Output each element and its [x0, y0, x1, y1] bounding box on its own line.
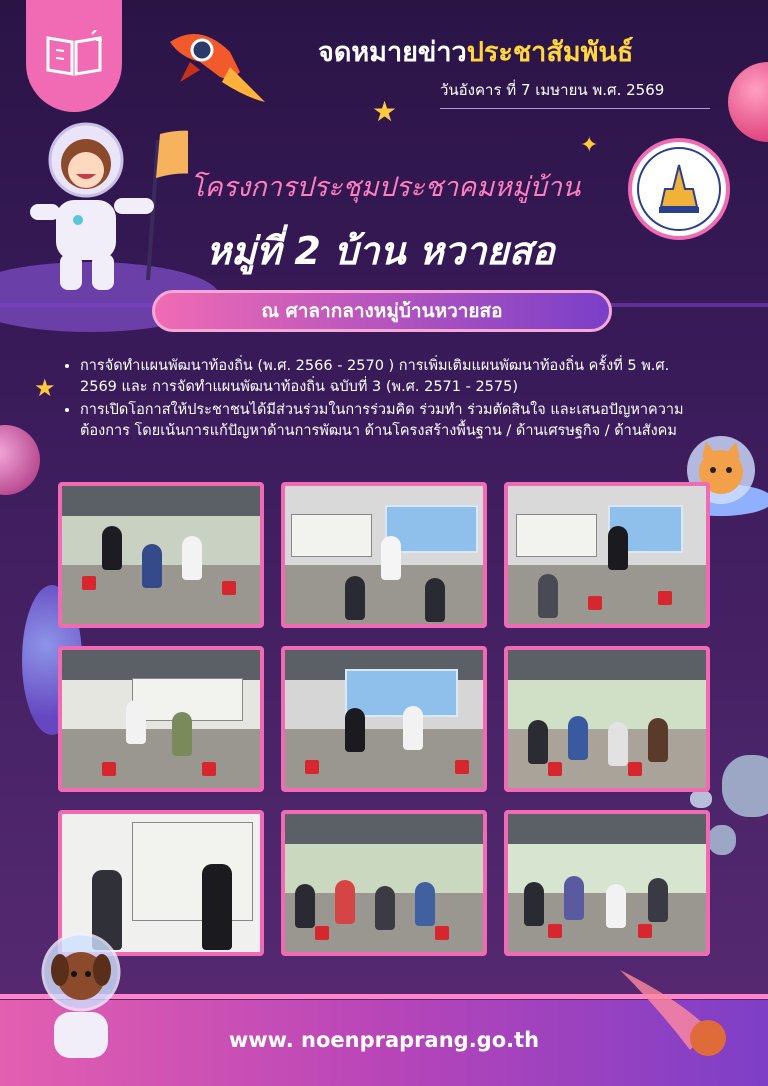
location-banner: ณ ศาลากลางหมู่บ้านหวายสอ	[152, 290, 612, 332]
event-photo	[58, 482, 264, 628]
event-photo	[281, 810, 487, 956]
comet-icon	[620, 970, 740, 1060]
publish-date: วันอังคาร ที่ 7 เมษายน พ.ศ. 2569	[440, 81, 665, 99]
asteroid-decoration	[722, 755, 768, 817]
event-photo	[281, 646, 487, 792]
book-logo	[26, 0, 122, 112]
star-icon: ★	[34, 374, 56, 402]
star-icon: ★	[372, 95, 398, 128]
divider	[440, 108, 710, 109]
planet-decoration	[0, 425, 40, 495]
newsletter-title: จดหมายข่าวประชาสัมพันธ์	[318, 37, 634, 68]
event-photo	[504, 810, 710, 956]
agenda-item: • การเปิดโอกาสให้ประชาชนได้มีส่วนร่วมในการร่วมคิด ร่วมทำ ร่วมตัดสินใจ และเสนอปัญหาความต้องการ โดยเน้นการแก้ปัญหาด้านการพัฒนา ด้านโครงสร้างพื้นฐาน / ด้านเศรษฐกิจ / ด้านสังคม	[80, 400, 710, 442]
event-photo	[281, 482, 487, 628]
agenda-item: • การจัดทำแผนพัฒนาท้องถิ่น (พ.ศ. 2566 - 2570 ) การเพิ่มเติมแผนพัฒนาท้องถิ่น ครั้งที่ 5 พ.ศ. 2569 และ การจัดทำแผนพัฒนาท้องถิ่น ฉบับที่ 3 (พ.ศ. 2571 - 2575)	[80, 356, 710, 398]
rocket-icon	[160, 22, 270, 112]
event-photo	[504, 646, 710, 792]
event-photo	[58, 646, 264, 792]
dog-astronaut-illustration	[26, 930, 136, 1070]
planet-decoration	[728, 62, 768, 142]
event-photo	[504, 482, 710, 628]
organization-seal	[628, 138, 730, 240]
agenda-list	[60, 356, 710, 444]
website-link[interactable]: www. noenpraprang.go.th	[228, 1028, 540, 1052]
photo-gallery	[58, 482, 710, 958]
village-title: หมู่ที่ 2 บ้าน หวายสอ	[206, 229, 555, 273]
astronaut-illustration	[18, 120, 188, 300]
star-icon: ✦	[580, 133, 599, 158]
project-title: โครงการประชุมประชาคมหมู่บ้าน	[190, 172, 581, 203]
asteroid-decoration	[708, 825, 736, 855]
